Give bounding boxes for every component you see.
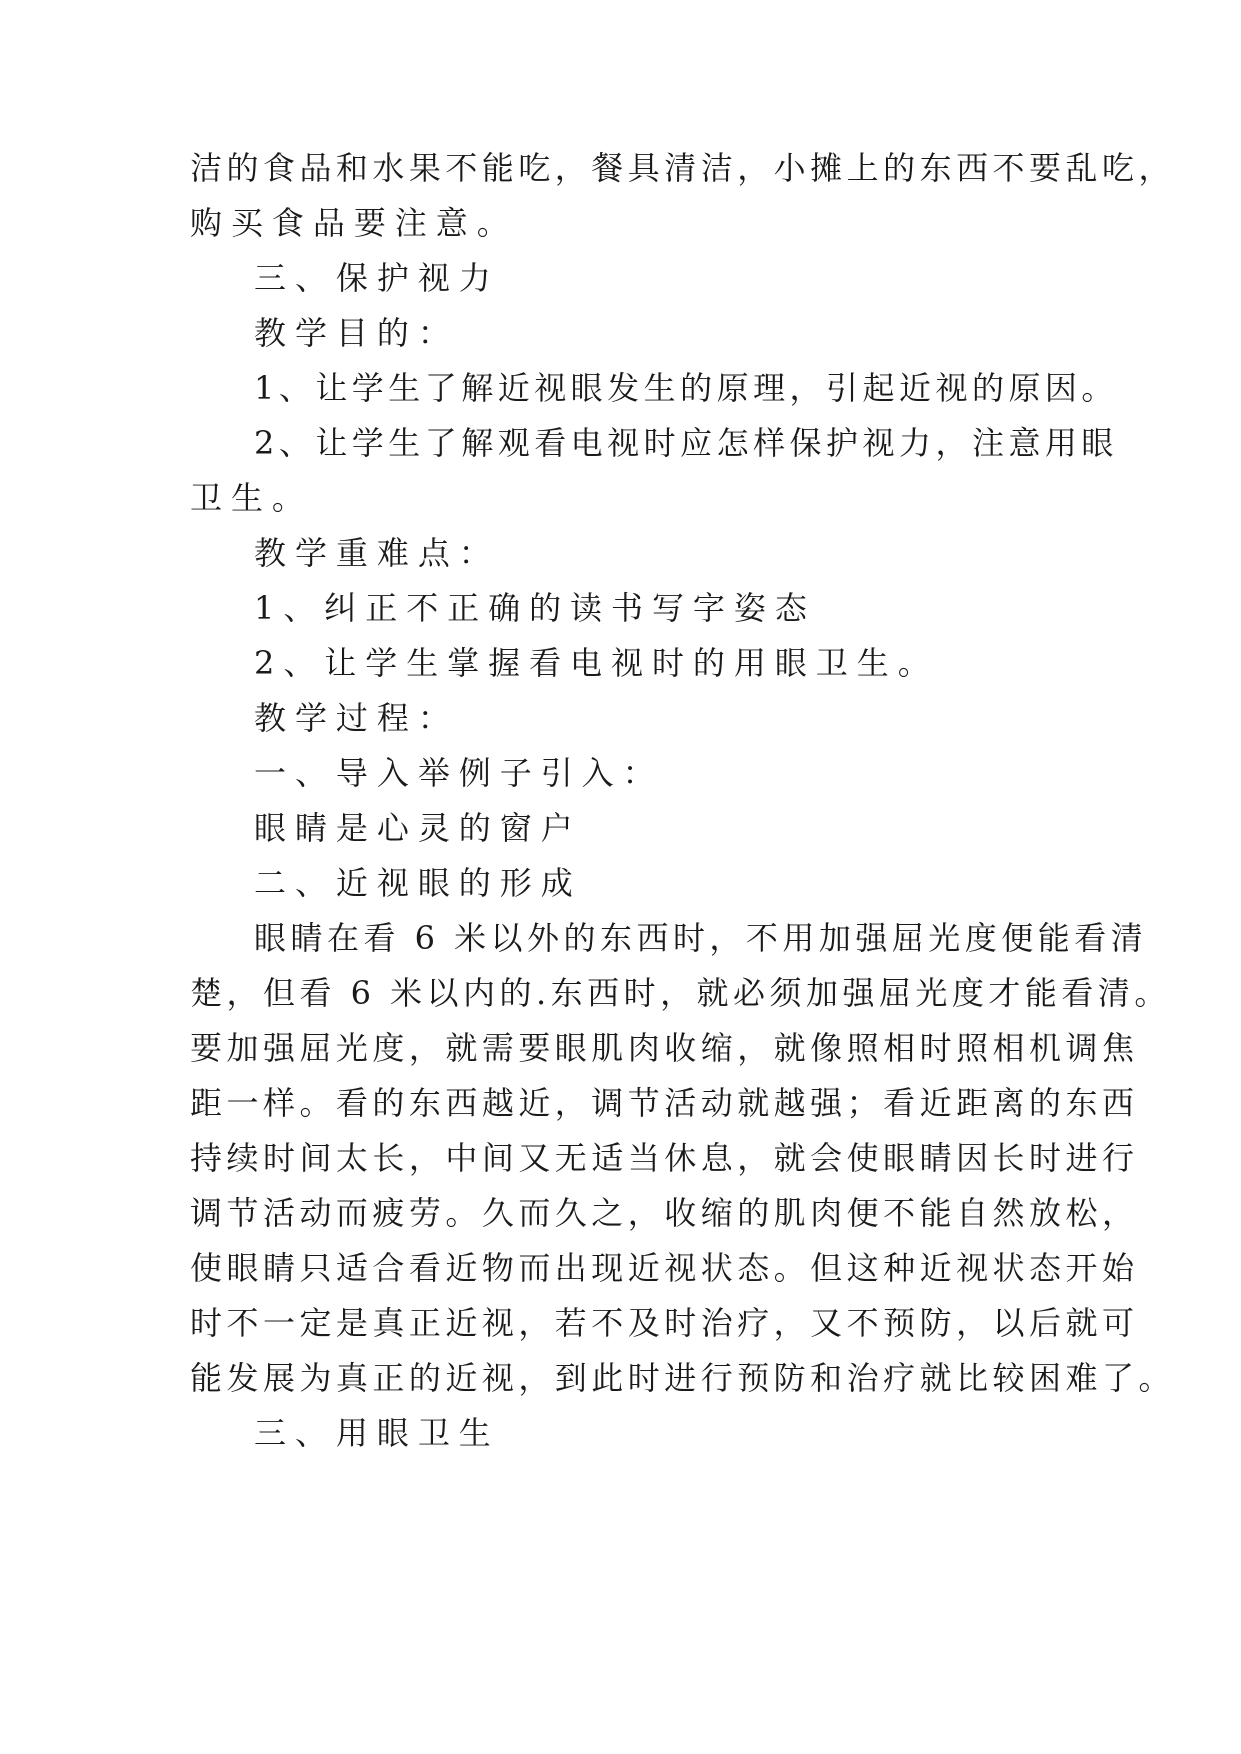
section-heading: 三、保护视力 <box>254 259 500 297</box>
paragraph-line: 使眼睛只适合看近物而出现近视状态。但这种近视状态开始 <box>190 1249 1139 1287</box>
subheading: 教学重难点： <box>254 534 500 572</box>
paragraph-line: 距一样。看的东西越近，调节活动就越强；看近距离的东西 <box>190 1084 1139 1122</box>
paragraph-line: 调节活动而疲劳。久而久之，收缩的肌肉便不能自然放松， <box>190 1194 1139 1232</box>
paragraph-line: 洁的食品和水果不能吃，餐具清洁，小摊上的东西不要乱吃， <box>190 149 1175 187</box>
list-item: 1、纠正不正确的读书写字姿态 <box>254 589 816 627</box>
list-item: 1、让学生了解近视眼发生的原理，引起近视的原因。 <box>254 369 1118 407</box>
paragraph-line: 楚，但看 6 米以内的.东西时，就必须加强屈光度才能看清。 <box>190 974 1171 1012</box>
paragraph-line: 能发展为真正的近视，到此时进行预防和治疗就比较困难了。 <box>190 1359 1175 1397</box>
paragraph-line: 眼睛在看 6 米以外的东西时，不用加强屈光度便能看清 <box>254 919 1148 957</box>
paragraph-line: 眼睛是心灵的窗户 <box>254 809 582 847</box>
paragraph-line: 要加强屈光度，就需要眼肌肉收缩，就像照相时照相机调焦 <box>190 1029 1139 1067</box>
list-item: 2、让学生了解观看电视时应怎样保护视力，注意用眼 <box>254 424 1118 462</box>
subheading: 教学过程： <box>254 699 459 737</box>
section-heading: 三、用眼卫生 <box>254 1414 500 1452</box>
section-heading: 二、近视眼的形成 <box>254 864 582 902</box>
paragraph-line: 时不一定是真正近视，若不及时治疗，又不预防，以后就可 <box>190 1304 1139 1342</box>
paragraph-line: 购买食品要注意。 <box>190 204 518 242</box>
list-item: 2、让学生掌握看电视时的用眼卫生。 <box>254 644 939 682</box>
section-heading: 一、导入举例子引入： <box>254 754 664 792</box>
subheading: 教学目的： <box>254 314 459 352</box>
paragraph-line: 卫生。 <box>190 479 313 517</box>
paragraph-line: 持续时间太长，中间又无适当休息，就会使眼睛因长时进行 <box>190 1139 1139 1177</box>
